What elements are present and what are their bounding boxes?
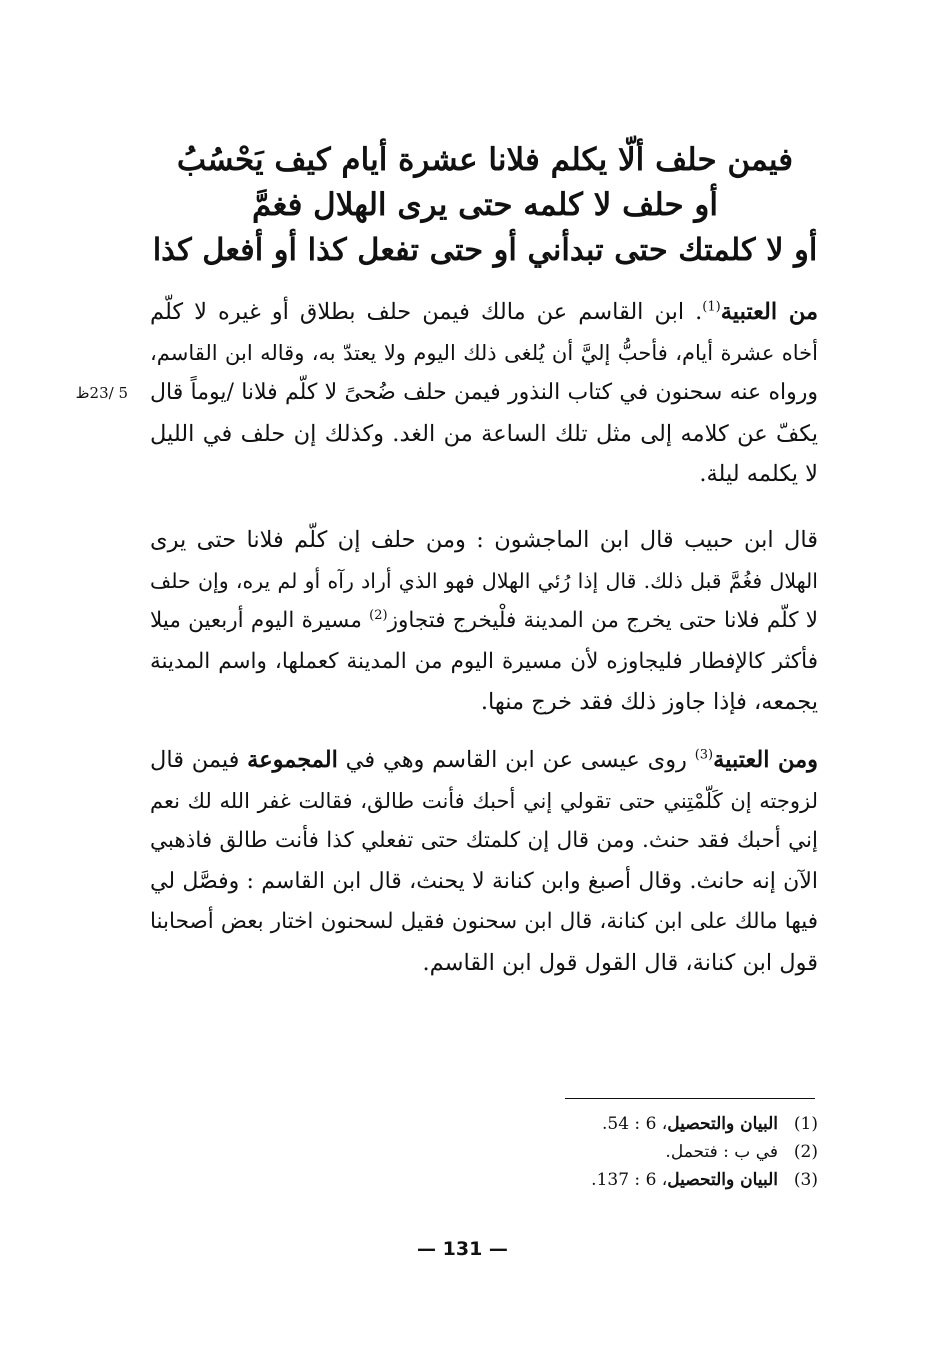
paragraph-line: لزوجته إن كَلّمْتِني حتى تقولي إني أحبك فأنت طالق، فقالت غفر الله لك نعم (150, 788, 818, 813)
footnote-reference: في ب : فتحمل. (665, 1142, 778, 1162)
footnote-divider (565, 1098, 815, 1099)
paragraph-3 (150, 740, 818, 983)
footnote-ref[interactable]: (2) (369, 607, 388, 623)
source-title: من العتبية (720, 299, 818, 325)
footnote-book-title: البيان والتحصيل (667, 1114, 778, 1134)
text-run: مسيرة اليوم أربعين ميلا (150, 608, 370, 633)
paragraph-2 (150, 520, 818, 723)
text-run: لا كلّم فلانا حتى يخرج من المدينة فلْيخرج فتجاوز (387, 608, 819, 633)
chapter-heading (150, 138, 820, 273)
paragraph-line: الهلال فغُمَّ قبل ذلك. قال إذا رُئي الهلال فهو الذي أراد رآه أو لم يره، وإن حلف (150, 568, 818, 593)
source-title: ومن العتبية (713, 747, 818, 773)
paragraph-line: فيها مالك على ابن كنانة، قال ابن سحنون فقيل لسحنون اختار بعض أصحابنا (150, 909, 818, 934)
folio-margin-note: 5 /23ظ (75, 384, 128, 402)
paragraph-line: لا يكلمه ليلة. (699, 461, 818, 487)
footnote-book-title: البيان والتحصيل (667, 1170, 778, 1190)
footnote-item (520, 1110, 818, 1138)
heading-line-1: فيمن حلف ألّا يكلم فلانا عشرة أيام كيف يَحْسُبُ (176, 142, 794, 178)
paragraph-1 (150, 292, 818, 495)
paragraph-line (150, 601, 818, 642)
heading-line-3: أو لا كلمتك حتى تبدأني أو حتى تفعل كذا أو أفعل كذا (152, 232, 818, 268)
paragraph-line (150, 740, 818, 781)
paragraph-line: يجمعه، فإذا جاوز ذلك فقد خرج منها. (480, 689, 818, 715)
footnote-reference: ، 6 : 54. (601, 1114, 668, 1134)
paragraph-line: إني أحبك فقد حنث. ومن قال إن كلمتك حتى تفعلي كذا فأنت طالق فاذهبي (150, 828, 818, 853)
footnotes (520, 1110, 818, 1194)
paragraph-line: قال ابن حبيب قال ابن الماجشون : ومن حلف إن كلّم فلانا حتى يرى (150, 527, 818, 553)
paragraph-line: ورواه عنه سحنون في كتاب النذور فيمن حلف ضُحىً لا كلّم فلانا /يوماً قال (150, 380, 818, 405)
paragraph-line: قول ابن كنانة، قال القول قول ابن القاسم. (422, 949, 818, 976)
text-run: . ابن القاسم عن مالك فيمن حلف بطلاق أو غيره لا كلّم (150, 299, 703, 325)
heading-line-2: أو حلف لا كلمه حتى يرى الهلال فغمَّ (251, 187, 718, 223)
footnote-ref[interactable]: (1) (702, 299, 721, 315)
text-run: روى عيسى عن ابن القاسم وهي في (337, 747, 695, 773)
footnote-number: (2) (793, 1142, 818, 1162)
footnote-item (520, 1138, 818, 1166)
paragraph-line: الآن إنه حانث. وقال أصبغ وابن كنانة لا يحنث، قال ابن القاسم : وفصَّل لي (150, 868, 818, 894)
footnote-ref[interactable]: (3) (694, 747, 714, 763)
footnote-reference: ، 6 : 137. (591, 1170, 668, 1190)
paragraph-line (150, 292, 818, 333)
paragraph-line: أخاه عشرة أيام، فأحبُّ إليَّ أن يُلغى ذلك اليوم ولا يعتدّ به، وقاله ابن القاسم، (150, 340, 818, 365)
footnote-item (520, 1166, 818, 1194)
paragraph-line: فأكثر كالإفطار فليجاوزه لأن مسيرة اليوم من المدينة كعملها، واسم المدينة (150, 648, 818, 674)
paragraph-line: يكفّ عن كلامه إلى مثل تلك الساعة من الغد. وكذلك إن حلف في الليل (150, 420, 818, 447)
footnote-number: (1) (793, 1114, 818, 1134)
collection-title: المجموعة (247, 747, 338, 773)
page-number: — 131 — (417, 1238, 508, 1260)
text-run: فيمن قال (150, 747, 248, 773)
footnote-number: (3) (793, 1170, 818, 1190)
